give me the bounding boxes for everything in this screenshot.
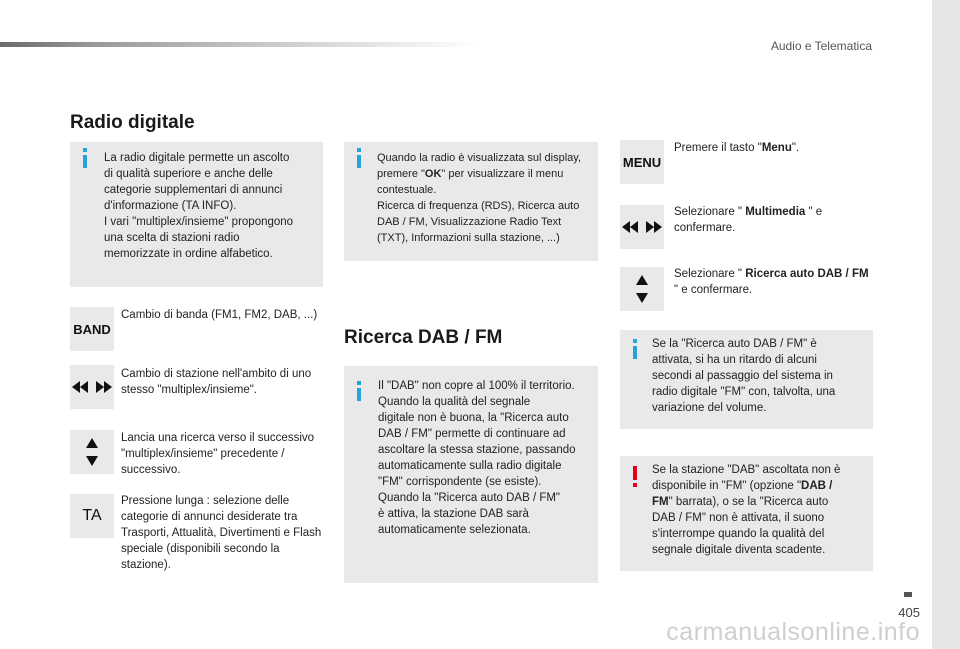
warning-text-pre: Se la stazione "DAB" ascoltata non è disponibile in "FM" (opzione ": [652, 464, 841, 492]
menu-key-label: Menu: [761, 142, 792, 154]
info-icon: [633, 346, 637, 359]
seek-description: Cambio di stazione nell'ambito di uno stesso "multiplex/insieme".: [121, 368, 312, 396]
multimedia-instruction-pre: Selezionare ": [674, 206, 746, 218]
multimedia-instruction-post: " e confermare.: [674, 206, 823, 234]
info-box-fm-delay: [620, 330, 873, 429]
info-box-ok-menu: [344, 142, 598, 261]
menu-instruction-post: ".: [791, 142, 800, 154]
page-title: Radio digitale: [70, 112, 195, 133]
seek-arrows-icon: [620, 205, 664, 249]
ta-description: Pressione lunga : selezione delle categorie di annunci desiderate tra Trasporti, Attualità, Divertimenti e Flash speciale (disponibili secondo la stazione).: [121, 495, 322, 571]
menu-instruction-pre: Premere il tasto ": [674, 142, 762, 154]
section-title: Ricerca DAB / FM: [344, 327, 503, 348]
ta-button-icon: [70, 494, 114, 538]
up-down-arrows-icon: [70, 430, 114, 474]
ta-label: TA: [82, 507, 102, 524]
info-box-text: Il "DAB" non copre al 100% il territorio. Quando la qualità del segnale digitale non è buona, la "Ricerca auto DAB / FM" permette di continuare ad ascoltare la stessa stazione, passando automaticamente sulla radio digitale "FM" corrispondente (se esiste). Quando la "Ricerca auto DAB / FM" è attiva, la stazione DAB sarà automaticamente selezionata.: [378, 380, 576, 536]
warning-box-text: [652, 462, 870, 558]
menu-label: MENU: [622, 154, 662, 170]
band-label: BAND: [73, 321, 111, 337]
info-box-dab-coverage: [344, 366, 598, 583]
info-icon: [357, 388, 361, 401]
page-edge-strip: [932, 0, 960, 649]
up-down-arrows-icon: [620, 267, 664, 311]
info-box-text: La radio digitale permette un ascolto di qualità superiore e anche delle categorie supplementari di annunci d'informazione (TA INFO). I vari "multiplex/insieme" propongono una scelta di stazioni radio memorizzate in ordine alfabetico.: [104, 152, 294, 260]
dab-search-instruction: [674, 266, 874, 298]
dab-search-instruction-post: " e confermare.: [674, 284, 753, 296]
info-box-text-post: " per visualizzare il menu contestuale. Ricerca di frequenza (RDS), Ricerca auto DAB / FM, Visualizzazione Radio Text (TXT), Informazioni sulla stazione, ...): [377, 168, 580, 244]
page-number: 405: [898, 605, 920, 620]
watermark: carmanualsonline.info: [666, 618, 920, 646]
menu-button-icon: [620, 140, 664, 184]
dab-fm-option-label: DAB / FM: [652, 480, 833, 508]
page-marker: [904, 592, 912, 597]
warning-text-post: " barrata), o se la "Ricerca auto DAB / FM" non è attivata, il suono s'interrompe quando la qualità del segnale digitale diventa scadente.: [652, 496, 829, 556]
warning-icon: [633, 466, 637, 480]
info-icon: [83, 155, 87, 168]
info-box-digital-radio: [70, 142, 323, 287]
ok-key-label: OK: [424, 168, 442, 180]
dab-search-instruction-pre: Selezionare ": [674, 268, 746, 280]
band-button-icon: [70, 307, 114, 351]
seek-arrows-icon: [70, 365, 114, 409]
multimedia-instruction: [674, 204, 854, 236]
header-title: Audio e Telematica: [770, 39, 872, 53]
multiplex-search-description: Lancia una ricerca verso il successivo "multiplex/insieme" precedente / successivo.: [121, 432, 315, 476]
header-gradient-bar: [0, 42, 480, 47]
multimedia-label: Multimedia: [745, 206, 806, 218]
menu-instruction: [674, 140, 874, 156]
band-description: Cambio di banda (FM1, FM2, DAB, ...): [121, 309, 318, 321]
dab-search-label: Ricerca auto DAB / FM: [745, 268, 869, 280]
info-box-text: [377, 150, 597, 246]
info-box-text: Se la "Ricerca auto DAB / FM" è attivata, si ha un ritardo di alcuni secondi al passaggio del sistema in radio digitale "FM" con, talvolta, una variazione del volume.: [652, 338, 836, 414]
info-box-text-pre: Quando la radio è visualizzata sul display, premere ": [377, 152, 582, 180]
info-icon: [357, 155, 361, 168]
warning-box-dab-fm: [620, 456, 873, 571]
